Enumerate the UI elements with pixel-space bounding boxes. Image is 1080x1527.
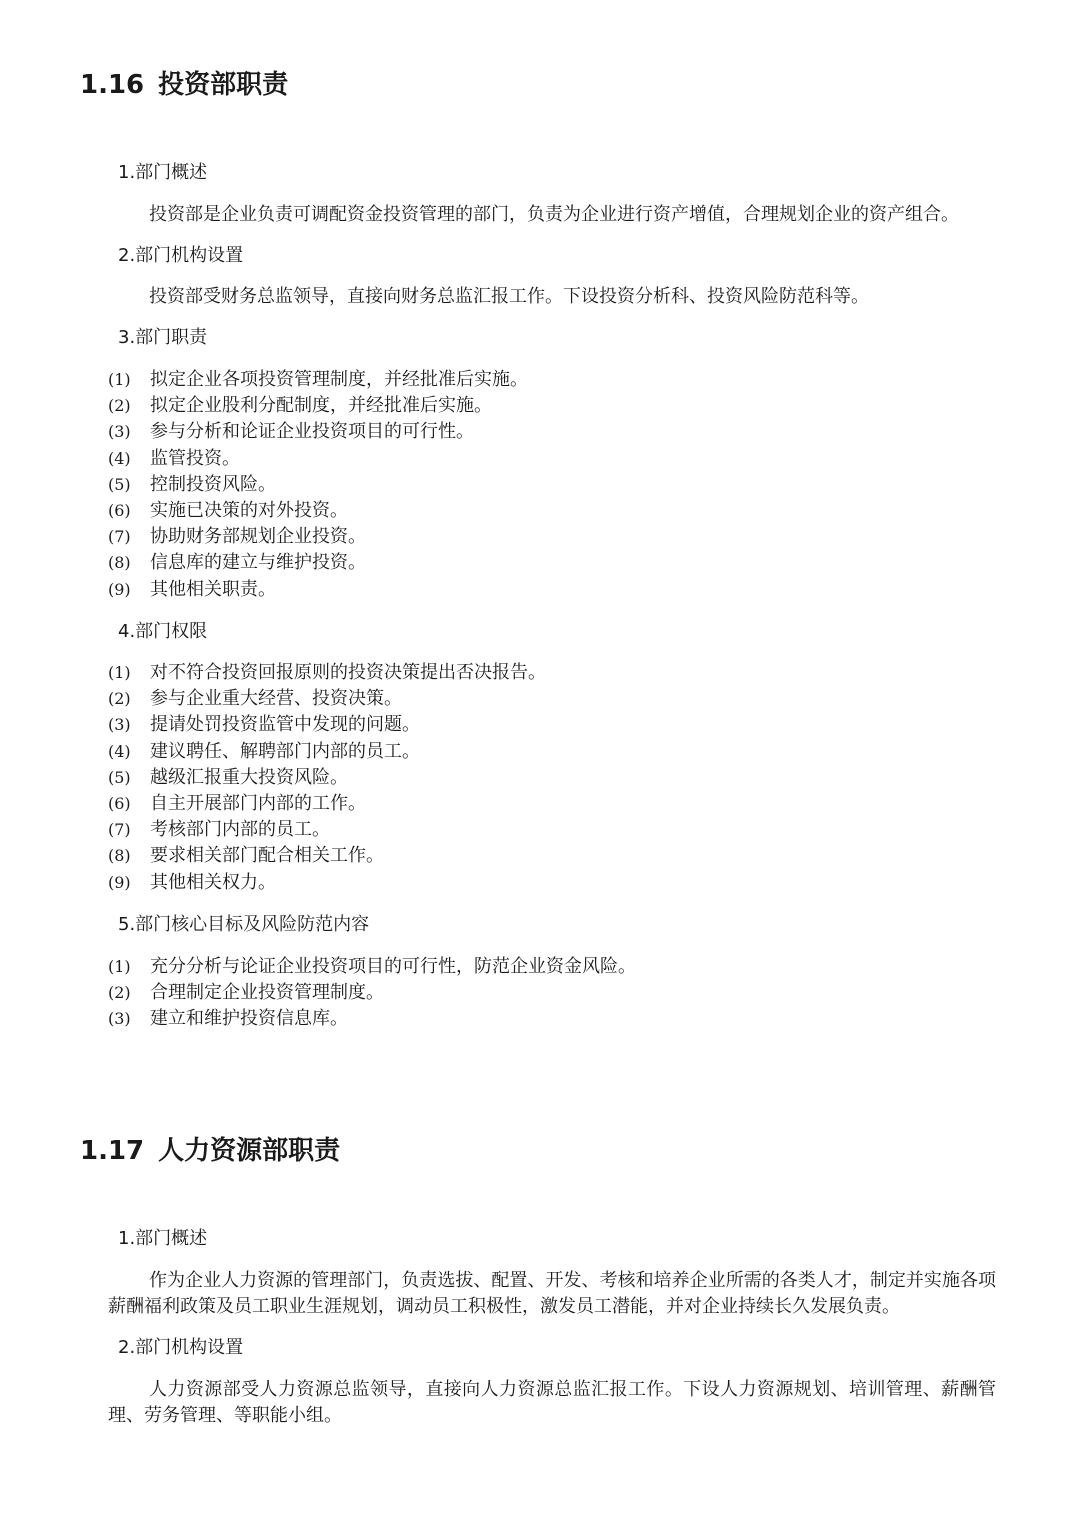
list-item-text: 信息库的建立与维护投资。 (150, 552, 366, 574)
duties-list (108, 367, 528, 603)
list-item-number: (6) (108, 793, 131, 813)
list-item (108, 765, 546, 791)
list-item (108, 686, 546, 712)
list-item-number: (8) (108, 846, 131, 866)
list-item-text: 建议聘任、解聘部门内部的员工。 (150, 740, 420, 762)
list-item-text: 考核部门内部的员工。 (150, 819, 330, 841)
structure-text: 人力资源部受人力资源总监领导，直接向人力资源总监汇报工作。下设人力资源规划、培训管理、薪酬管理、劳务管理、等职能小组。 (108, 1379, 996, 1426)
list-item-number: (1) (108, 370, 131, 389)
list-item (108, 577, 528, 603)
list-item (108, 498, 528, 524)
section-title-1-16 (80, 68, 288, 102)
list-item-number: (3) (108, 1009, 131, 1029)
list-item-number: (6) (108, 500, 131, 520)
authority-heading: 4.部门权限 (118, 621, 208, 642)
structure-heading: 2.部门机构设置 (118, 245, 244, 266)
section-number: 1.16 (80, 70, 145, 100)
list-item-text: 参与企业重大经营、投资决策。 (150, 688, 402, 710)
list-item-text: 合理制定企业投资管理制度。 (150, 982, 384, 1004)
section-title-1-17 (80, 1134, 340, 1168)
goals-list (108, 954, 636, 1033)
list-item-text: 越级汇报重大投资风险。 (150, 766, 348, 788)
list-item-text: 拟定企业各项投资管理制度，并经批准后实施。 (150, 369, 528, 390)
list-item-text: 自主开展部门内部的工作。 (150, 792, 366, 814)
list-item (108, 791, 546, 817)
list-item-number: (1) (108, 957, 131, 976)
structure-text: 投资部受财务总监领导，直接向财务总监汇报工作。下设投资分析科、投资风险防范科等。 (149, 286, 869, 307)
list-item (108, 739, 546, 765)
list-item-number: (9) (108, 872, 131, 892)
overview-text: 投资部是企业负责可调配资金投资管理的部门，负责为企业进行资产增值，合理规划企业的资产组合。 (149, 204, 959, 225)
list-item-number: (2) (108, 983, 131, 1003)
section-number: 1.17 (80, 1136, 145, 1166)
list-item-text: 监管投资。 (150, 447, 240, 469)
list-item-text: 其他相关权力。 (150, 871, 276, 893)
list-item (108, 472, 528, 498)
list-item-number: (8) (108, 553, 131, 573)
list-item-text: 控制投资风险。 (150, 473, 276, 495)
list-item-number: (2) (108, 396, 131, 416)
list-item-number: (5) (108, 767, 131, 787)
list-item-number: (2) (108, 689, 131, 709)
list-item-number: (4) (108, 741, 131, 761)
list-item-number: (1) (108, 663, 131, 682)
list-item-text: 拟定企业股利分配制度，并经批准后实施。 (150, 395, 492, 417)
list-item (108, 446, 528, 472)
list-item (108, 817, 546, 843)
list-item-number: (9) (108, 579, 131, 599)
list-item-number: (7) (108, 820, 131, 840)
list-item (108, 712, 546, 738)
list-item (108, 550, 528, 576)
duties-heading: 3.部门职责 (118, 327, 208, 348)
list-item-number: (7) (108, 527, 131, 547)
list-item-text: 充分分析与论证企业投资项目的可行性，防范企业资金风险。 (150, 956, 636, 977)
list-item (108, 393, 528, 419)
list-item (108, 524, 528, 550)
list-item-number: (3) (108, 422, 131, 442)
goals-heading: 5.部门核心目标及风险防范内容 (118, 914, 370, 935)
section-title-text: 投资部职责 (158, 70, 289, 100)
overview-heading: 1.部门概述 (118, 162, 208, 183)
list-item-text: 协助财务部规划企业投资。 (150, 526, 366, 548)
list-item-number: (3) (108, 715, 131, 735)
list-item-number: (5) (108, 474, 131, 494)
list-item (108, 660, 546, 686)
list-item-number: (4) (108, 448, 131, 468)
list-item (108, 367, 528, 393)
list-item (108, 419, 528, 445)
overview-heading: 1.部门概述 (118, 1228, 208, 1249)
list-item-text: 实施已决策的对外投资。 (150, 499, 348, 521)
overview-text: 作为企业人力资源的管理部门，负责选拔、配置、开发、考核和培养企业所需的各类人才，制定并实施各项薪酬福利政策及员工职业生涯规划，调动员工积极性，激发员工潜能，并对企业持续长久发展负责。 (108, 1270, 996, 1317)
list-item-text: 提请处罚投资监管中发现的问题。 (150, 714, 420, 736)
list-item-text: 对不符合投资回报原则的投资决策提出否决报告。 (150, 662, 546, 683)
list-item (108, 954, 636, 980)
list-item-text: 参与分析和论证企业投资项目的可行性。 (150, 421, 474, 443)
list-item-text: 其他相关职责。 (150, 578, 276, 600)
list-item (108, 843, 546, 869)
list-item (108, 870, 546, 896)
authority-list (108, 660, 546, 896)
structure-heading: 2.部门机构设置 (118, 1337, 244, 1358)
section-title-text: 人力资源部职责 (158, 1136, 341, 1166)
list-item (108, 1006, 636, 1032)
list-item-text: 要求相关部门配合相关工作。 (150, 845, 384, 867)
list-item-text: 建立和维护投资信息库。 (150, 1008, 348, 1030)
list-item (108, 980, 636, 1006)
